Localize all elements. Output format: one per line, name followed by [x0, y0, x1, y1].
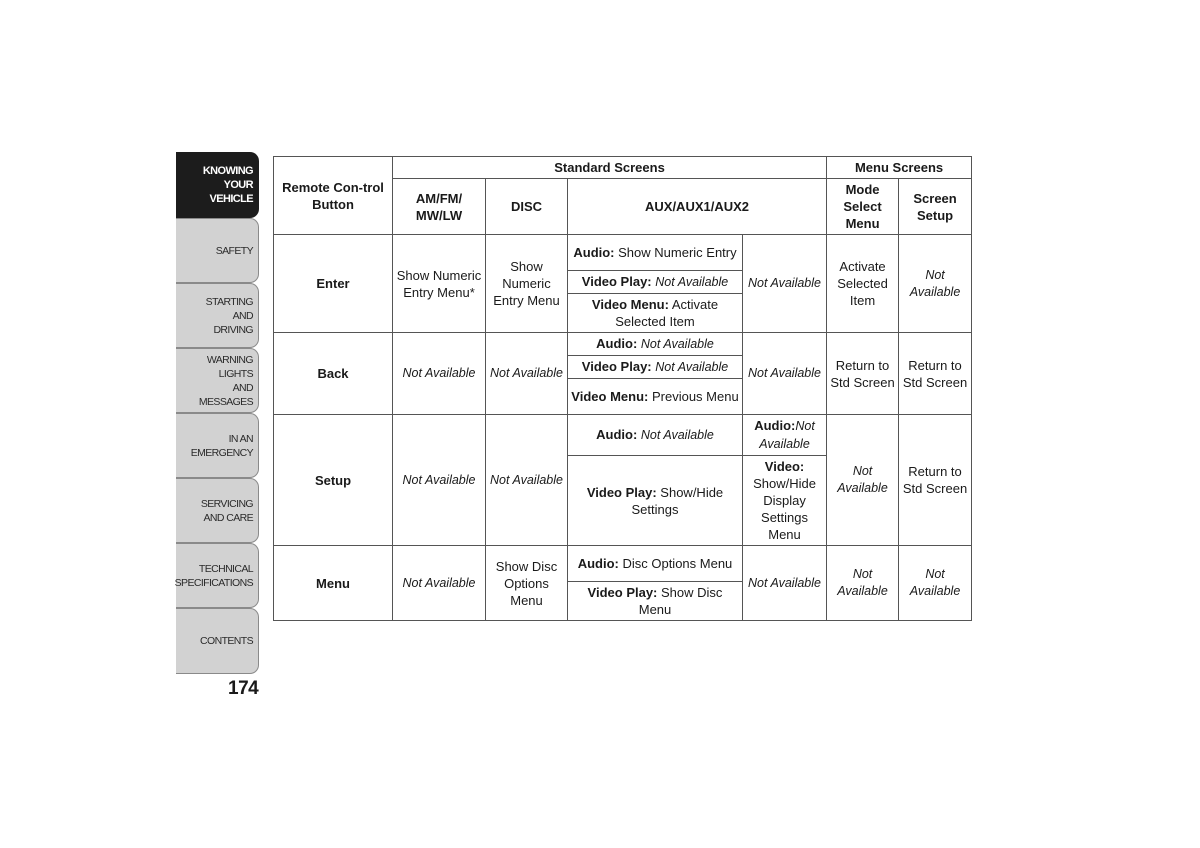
- header-standard-screens: Standard Screens: [393, 157, 827, 179]
- video-play-label: Video Play:: [587, 585, 658, 600]
- cell-value: Activate Selected Item: [615, 297, 719, 329]
- header-aux: AUX/AUX1/AUX2: [568, 179, 827, 235]
- enter-mode-select: Activate Selected Item: [827, 235, 899, 333]
- header-mode-select: Mode Select Menu: [827, 179, 899, 235]
- setup-mode-select: Not Available: [827, 415, 899, 546]
- menu-mode-select: Not Available: [827, 546, 899, 621]
- menu-screen-setup: Not Available: [899, 546, 972, 621]
- tab-technical-specifications[interactable]: [176, 543, 259, 608]
- page-number: 174: [228, 678, 259, 699]
- enter-aux-audio: [568, 235, 743, 271]
- tab-label: SAFETY: [215, 244, 253, 257]
- enter-aux-right: Not Available: [743, 235, 827, 333]
- back-screen-setup: Return to Std Screen: [899, 333, 972, 415]
- row-menu-button: Menu: [274, 546, 393, 621]
- tab-label: KNOWING YOUR VEHICLE: [202, 165, 253, 205]
- cell-value: Show Numeric Entry: [618, 245, 737, 260]
- header-am-fm: AM/FM/ MW/LW: [393, 179, 486, 235]
- audio-label: Audio:: [754, 418, 796, 433]
- cell-value: Show Disc Menu: [638, 585, 723, 617]
- back-disc: Not Available: [486, 333, 568, 415]
- tab-label: WARNING LIGHTS AND MESSAGES: [198, 353, 253, 408]
- setup-screen-setup: Return to Std Screen: [899, 415, 972, 546]
- cell-value: Disc Options Menu: [622, 556, 733, 571]
- setup-disc: Not Available: [486, 415, 568, 546]
- cell-value: Not Available: [759, 419, 815, 451]
- row-back-button: Back: [274, 333, 393, 415]
- tab-label: TECHNICAL SPECIFICATIONS: [174, 562, 253, 589]
- back-aux-video-play: [568, 356, 743, 379]
- row-setup-button: Setup: [274, 415, 393, 546]
- setup-aux-video-play: [568, 456, 743, 546]
- video-label: Video:: [764, 459, 805, 474]
- tab-label: SERVICING AND CARE: [200, 497, 253, 524]
- video-menu-label: Video Menu:: [571, 389, 649, 404]
- back-mode-select: Return to Std Screen: [827, 333, 899, 415]
- back-aux-video-menu: [568, 379, 743, 415]
- cell-value: Not Available: [640, 337, 714, 351]
- setup-am-fm: Not Available: [393, 415, 486, 546]
- header-screen-setup: Screen Setup: [899, 179, 972, 235]
- menu-am-fm: Not Available: [393, 546, 486, 621]
- menu-aux-video-play: [568, 582, 743, 621]
- tab-warning-lights[interactable]: [176, 348, 259, 413]
- cell-value: Show/Hide Display Settings Menu: [753, 476, 816, 542]
- cell-value: Not Available: [655, 360, 729, 374]
- tab-safety[interactable]: [176, 218, 259, 283]
- tab-servicing-and-care[interactable]: [176, 478, 259, 543]
- enter-am-fm: Show Numeric Entry Menu*: [393, 235, 486, 333]
- header-remote-button: Remote Con-trol Button: [274, 157, 393, 235]
- cell-value: Not Available: [640, 428, 714, 442]
- audio-label: Audio:: [577, 556, 619, 571]
- setup-aux-audio-right: [743, 415, 827, 456]
- tab-knowing-your-vehicle[interactable]: [176, 152, 259, 218]
- tab-label: IN AN EMERGENCY: [190, 432, 253, 459]
- back-am-fm: Not Available: [393, 333, 486, 415]
- cell-value: Previous Menu: [651, 389, 739, 404]
- row-enter-button: Enter: [274, 235, 393, 333]
- video-play-label: Video Play:: [581, 274, 652, 289]
- tab-in-an-emergency[interactable]: [176, 413, 259, 478]
- tab-label: CONTENTS: [200, 635, 253, 647]
- enter-disc: Show Numeric Entry Menu: [486, 235, 568, 333]
- header-menu-screens: Menu Screens: [827, 157, 972, 179]
- menu-disc: Show Disc Options Menu: [486, 546, 568, 621]
- enter-screen-setup: Not Available: [899, 235, 972, 333]
- back-aux-right: Not Available: [743, 333, 827, 415]
- audio-label: Audio:: [596, 427, 638, 442]
- setup-aux-audio: [568, 415, 743, 456]
- back-aux-audio: [568, 333, 743, 356]
- video-menu-label: Video Menu:: [591, 297, 669, 312]
- tab-starting-and-driving[interactable]: [176, 283, 259, 348]
- enter-aux-video-play: [568, 271, 743, 294]
- remote-control-table: [273, 156, 972, 621]
- video-play-label: Video Play:: [586, 484, 657, 500]
- enter-aux-video-menu: [568, 294, 743, 333]
- video-play-label: Video Play:: [581, 359, 652, 374]
- audio-label: Audio:: [596, 336, 638, 351]
- audio-label: Audio:: [573, 245, 615, 260]
- menu-aux-audio: [568, 546, 743, 582]
- menu-aux-right: Not Available: [743, 546, 827, 621]
- tab-label: STARTING AND DRIVING: [205, 295, 253, 336]
- cell-value: Not Available: [655, 275, 729, 289]
- tab-contents[interactable]: [176, 608, 259, 674]
- cell-value: Show/Hide Settings: [631, 484, 724, 517]
- setup-aux-video-right: [743, 456, 827, 546]
- header-disc: DISC: [486, 179, 568, 235]
